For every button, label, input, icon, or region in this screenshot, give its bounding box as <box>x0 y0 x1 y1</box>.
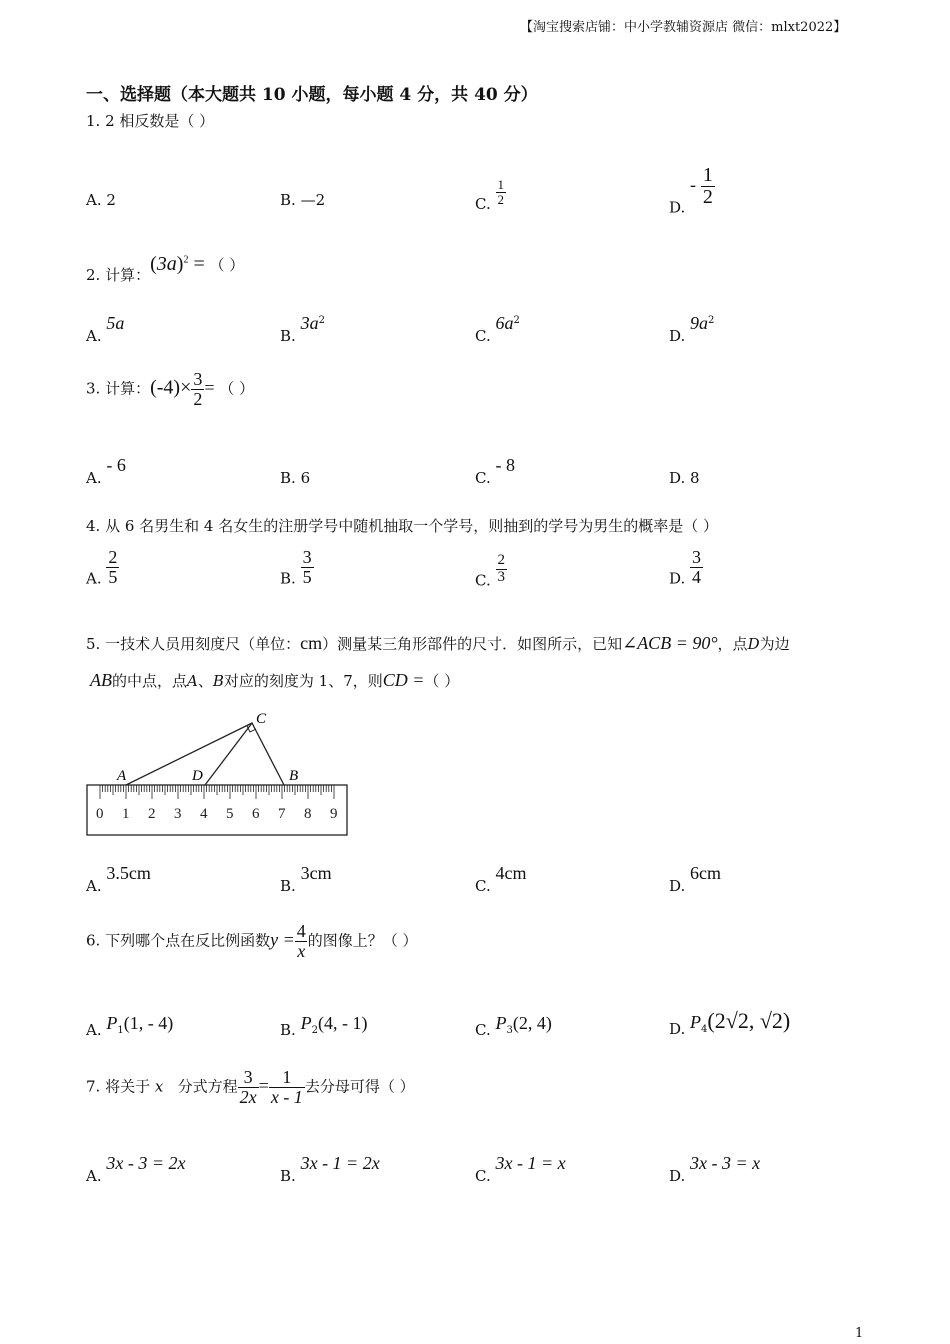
q7-option-a[interactable]: A. 3x - 3 = 2x <box>86 1153 186 1185</box>
ruler-tick-label: 6 <box>252 806 260 822</box>
q3-option-c[interactable]: C. - 8 <box>475 455 515 487</box>
ruler-tick-label: 7 <box>278 806 286 822</box>
q6-option-a[interactable]: A. $P_1(1$, - 4) <box>86 1013 174 1039</box>
q1-option-b[interactable]: B. —2 <box>280 191 326 209</box>
q5-option-a[interactable]: A. 3.5cm <box>86 863 151 895</box>
question-3-stem: 3. 计算：(-4)× $\frac{3}{2}$ = （ ） <box>86 369 255 409</box>
segment-cd <box>205 723 252 785</box>
q6-option-d[interactable]: D. $P_4(2√2$, √2) <box>669 1008 791 1038</box>
ruler-tick-label: 4 <box>200 806 208 822</box>
q3-option-a[interactable]: A. - 6 <box>86 455 126 487</box>
q7-option-c[interactable]: C. 3x - 1 = x <box>475 1153 566 1185</box>
q1-option-a[interactable]: A. 2 <box>86 191 116 209</box>
question-5-line-1: 5. 一技术人员用刻度尺（单位：cm）测量某三角形部件的尺寸．如图所示，已知∠ACB = 90°，点D为边 <box>86 633 790 653</box>
q1-option-c[interactable]: C. $\frac{1}{2}$ <box>475 177 504 214</box>
question-2-stem: 2. 计算：$(3a)^2$ = （ ） <box>86 253 245 284</box>
label-b: B <box>289 768 299 784</box>
q4-option-a[interactable]: A. $\frac{2}{5}$ <box>86 547 118 588</box>
label-a: A <box>117 768 127 784</box>
question-5-line-2: AB的中点，点A、B对应的刻度为 1、7，则CD =（ ） <box>90 670 460 690</box>
ruler-tick-label: 3 <box>174 806 182 822</box>
ruler-tick-label: 8 <box>304 806 312 822</box>
ruler-tick-label: 0 <box>96 806 104 822</box>
ruler-ticks <box>100 785 334 799</box>
q2-option-b[interactable]: B. $3a^2$ <box>280 313 325 345</box>
q7-option-b[interactable]: B. 3x - 1 = 2x <box>280 1153 380 1185</box>
q3-option-d[interactable]: D. 8 <box>669 469 700 487</box>
page-number: 1 <box>855 1326 864 1341</box>
ruler-tick-labels <box>96 806 338 822</box>
ruler-tick-label: 1 <box>122 806 130 822</box>
ruler-tick-label: 9 <box>330 806 338 822</box>
question-6-stem: 6. 下列哪个点在反比例函数y = $\frac{4}{x}$ 的图像上？（ ） <box>86 921 418 961</box>
ruler-triangle-figure <box>84 705 354 840</box>
q6-option-c[interactable]: C. $P_3(2$, 4) <box>475 1013 552 1039</box>
q3-option-b[interactable]: B. 6 <box>280 469 311 487</box>
page-header: 【淘宝搜索店铺：中小学教辅资源店 微信：mlxt2022】 <box>520 20 847 35</box>
ruler-tick-label: 2 <box>148 806 156 822</box>
ruler-tick-label: 5 <box>226 806 234 822</box>
label-c: C <box>256 711 267 727</box>
triangle-acb <box>126 723 284 785</box>
q2-option-c[interactable]: C. $6a^2$ <box>475 313 520 345</box>
section-title: 一、选择题（本大题共 10 小题，每小题 4 分，共 40 分） <box>86 85 538 105</box>
q7-option-d[interactable]: D. 3x - 3 = x <box>669 1153 761 1185</box>
question-4-stem: 4. 从 6 名男生和 4 名女生的注册学号中随机抽取一个学号，则抽到的学号为男生的概率是（ ） <box>86 517 719 535</box>
q5-option-c[interactable]: C. 4cm <box>475 863 527 895</box>
q4-option-c[interactable]: C. $\frac{2}{3}$ <box>475 552 505 590</box>
q5-option-d[interactable]: D. 6cm <box>669 863 722 895</box>
q4-option-d[interactable]: D. $\frac{3}{4}$ <box>669 547 702 588</box>
q2-option-a[interactable]: A. 5a <box>86 313 125 345</box>
q6-option-b[interactable]: B. $P_2(4$, - 1) <box>280 1013 368 1039</box>
label-d: D <box>192 768 203 784</box>
q5-option-b[interactable]: B. 3cm <box>280 863 332 895</box>
question-7-stem: 7. 将关于 x 分式方程 $\frac{3}{2x}$ = $\frac{1}{x - 1}$ 去分母可得（ ） <box>86 1067 415 1107</box>
question-1-stem: 1. 2 相反数是（ ） <box>86 112 215 130</box>
q2-option-d[interactable]: D. $9a^2$ <box>669 313 715 345</box>
q4-option-b[interactable]: B. $\frac{3}{5}$ <box>280 547 312 588</box>
q1-option-d[interactable]: D. - $\frac{1}{2}$ <box>669 164 713 217</box>
